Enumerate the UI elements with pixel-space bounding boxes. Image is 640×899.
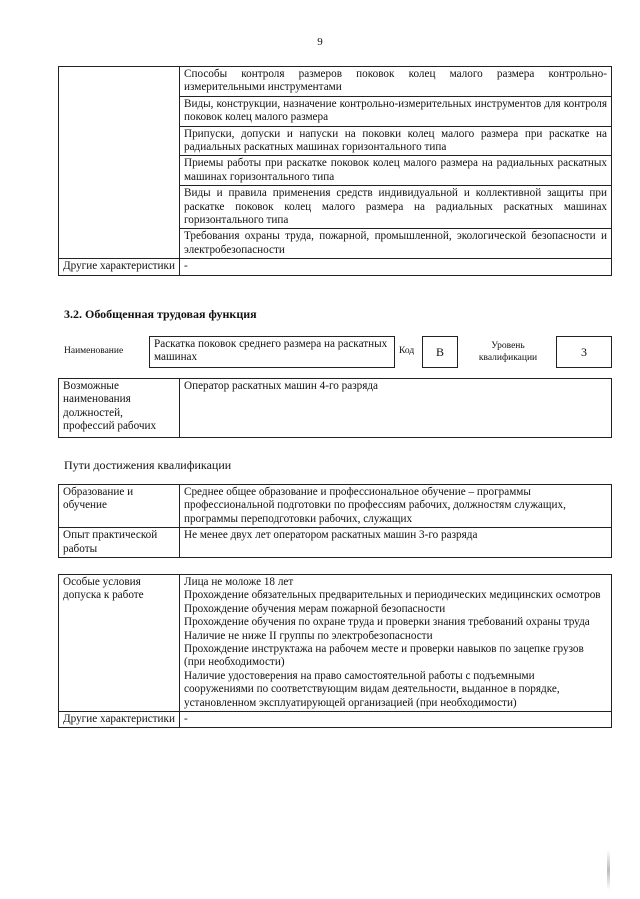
- positions-label: Возможные наименования должностей, профессий рабочих: [59, 379, 180, 438]
- name-value: Раскатка поковок среднего размера на раскатных машинах: [149, 336, 395, 368]
- experience-label: Опыт практической работы: [59, 528, 180, 558]
- other-characteristics-value: -: [180, 712, 612, 728]
- admission-item: Прохождение обучения мерам пожарной безопасности: [184, 602, 446, 615]
- qualification-table: [58, 484, 612, 558]
- admission-item: Наличие не ниже II группы по электробезопасности: [184, 629, 433, 642]
- positions-table: [58, 378, 612, 438]
- admission-item: Наличие удостоверения на право самостоятельной работы с подъемными сооружениями по соответствующим видам деятельности, выданное в порядке, установленном эксплуатирующей организацией (при необходимости): [184, 669, 560, 709]
- level-value: 3: [556, 336, 612, 368]
- knowledge-item: Приемы работы при раскатке поковок колец малого размера на радиальных раскатных машинах горизонтального типа: [180, 156, 612, 186]
- admission-table: [58, 574, 612, 728]
- section-heading: 3.2. Обобщенная трудовая функция: [64, 307, 257, 321]
- admission-item: Прохождение обучения по охране труда и проверки знания требований охраны труда: [184, 616, 590, 629]
- positions-value: Оператор раскатных машин 4-го разряда: [180, 379, 612, 438]
- other-characteristics-label: Другие характеристики: [59, 259, 180, 275]
- code-value: B: [422, 336, 458, 368]
- admission-label: Особые условия допуска к работе: [59, 575, 180, 712]
- admission-item: Прохождение инструктажа на рабочем месте и проверки навыков по зацепке грузов (при необходимости): [184, 643, 584, 669]
- other-characteristics-label: Другие характеристики: [59, 712, 180, 728]
- paths-heading: Пути достижения квалификации: [64, 458, 232, 472]
- page-number: 9: [317, 36, 323, 48]
- education-value: Среднее общее образование и профессиональное обучение – программы профессиональной подготовки по профессиям рабочих, должностям служащих, программы переподготовки рабочих, служащих: [180, 485, 612, 528]
- admission-item: Прохождение обязательных предварительных и периодических медицинских осмотров: [184, 589, 601, 602]
- experience-value: Не менее двух лет оператором раскатных машин 3-го разряда: [180, 528, 612, 558]
- knowledge-item: Виды и правила применения средств индивидуальной и коллективной защиты при раскатке поковок колец малого размера на радиальных раскатных машинах горизонтального типа: [180, 186, 612, 229]
- knowledge-item: Способы контроля размеров поковок колец малого размера контрольно-измерительными инструментами: [180, 67, 612, 97]
- admission-item: Лица не моложе 18 лет: [184, 576, 294, 588]
- level-label: Уровень квалификации: [478, 341, 538, 363]
- name-label: Наименование: [64, 346, 124, 356]
- knowledge-item: Требования охраны труда, пожарной, промышленной, экологической безопасности и электробезопасности: [180, 229, 612, 259]
- admission-list: [180, 575, 612, 712]
- education-label: Образование и обучение: [59, 485, 180, 528]
- knowledge-item: Виды, конструкции, назначение контрольно-измерительных инструментов для контроля поковок колец малого размера: [180, 96, 612, 126]
- code-label: Код: [399, 346, 415, 356]
- other-characteristics-value: -: [180, 259, 612, 275]
- scan-artifact: [607, 850, 610, 890]
- knowledge-label-cell: [59, 67, 180, 259]
- knowledge-item: Припуски, допуски и напуски на поковки колец малого размера при раскатке на радиальных раскатных машинах горизонтального типа: [180, 126, 612, 156]
- knowledge-table: [58, 66, 612, 276]
